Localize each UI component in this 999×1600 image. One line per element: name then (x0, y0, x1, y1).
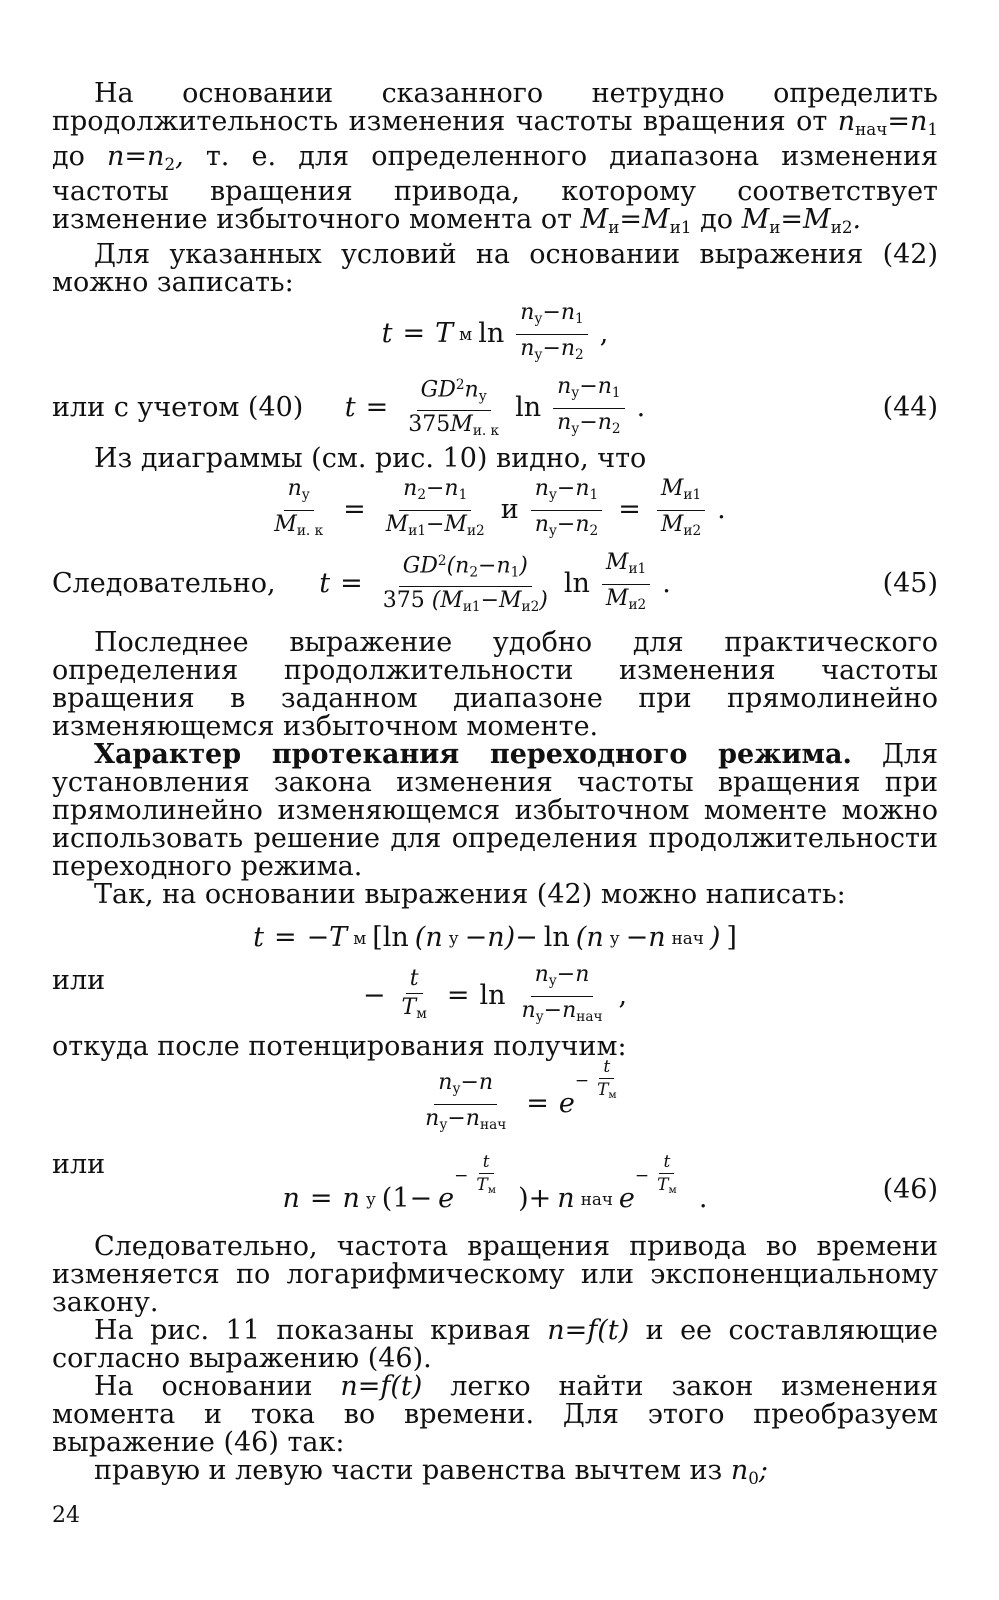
inline-formula: n=f(t) (340, 1371, 423, 1403)
inline-formula: n=f(t) (547, 1315, 630, 1347)
paragraph-1: На основании сказанного нетрудно определить продолжительность изменения частоты вращения от $n_{нач}=n_1$ до $n=n_2$, т. е. для определенного диапазона изменения частоты вращения привода, которому соответствует изменение избыточного момента от $M_и=M_{и1}$ до $M_и=M_{и2}$. (52, 78, 938, 238)
page-content (52, 80, 938, 1492)
inline-formula: $M_и=M_{и1}$ (580, 204, 692, 238)
equation-number: (45) (882, 568, 938, 600)
paragraph-11: На рис. 11 показаны кривая n=f(t) и ее составляющие согласно выражению (46). (52, 1315, 938, 1375)
page-number: 24 (52, 1503, 80, 1528)
inline-formula: $n_0$; (730, 1455, 769, 1489)
paragraph-8: Так, на основании выражения (42) можно написать: (94, 879, 846, 911)
equation-number: (44) (882, 392, 938, 424)
section-lead-in: Характер протекания переходного режима. (94, 739, 852, 771)
inline-formula: $M_и=M_{и2}$. (741, 204, 862, 238)
equation-exponential: $\frac{n_у-n}{n_у-n_{нач}}$ = e − $\frac{t}{T_м}$ (425, 1056, 617, 1133)
equation-t-ln: t = T м ln $\frac{n_у-n_1}{n_у-n_2}$ , (381, 300, 609, 363)
inline-formula: $n_{нач}=n_1$ (837, 106, 938, 140)
equation-45: Следовательно, t = $\frac{GD^2(n_2-n_1)}{375 (M_{и1}-M_{и2})}$ ln $\frac{M_{и1}}{M_{и2}}$ . (45) (52, 550, 938, 616)
equation-log-difference: t = −T м [ln (n у −n)− ln (n у −n нач ) ] (253, 922, 737, 954)
equation-44: или с учетом (40) t = $\frac{GD^2n_у}{375M_{и. к}}$ ln $\frac{n_у-n_1}{n_у-n_2}$ . (44) (52, 374, 938, 440)
paragraph-13: правую и левую части равенства вычтем из $n_0$; (94, 1455, 769, 1489)
equation-number: (46) (882, 1174, 938, 1206)
equation-46: или n = n у (1− e − $\frac{t}{T_м}$ )+ n нач e − $\frac{t}{T_м}$ . (46) (52, 1149, 938, 1215)
paragraph-12: На основании n=f(t) легко найти закон изменения момента и тока во времени. Для этого преобразуем выражение (46) так: (52, 1371, 938, 1459)
inline-formula: $n=n_2$, (107, 141, 184, 175)
paragraph-9: откуда после потенцирования получим: (52, 1031, 627, 1063)
equation-neg-t-over-tm: или − $\frac{t}{T_м}$ = ln $\frac{n_у-n}{n_у-n_{нач}}$ , (52, 962, 628, 1025)
paragraph-7: Характер протекания переходного режима. Для установления закона изменения частоты вращения при прямолинейно изменяющемся избыточном моменте можно использовать решение для определения продолжительности переходного режима. (52, 739, 938, 883)
equation-ratios: $\frac{n_у}{M_{и. к}}$ = $\frac{n_2-n_1}{M_{и1}-M_{и2}}$ и $\frac{n_у-n_1}{n_у-n_2}$ = $\frac{M_{и1}}{M_{и2}}$ . (274, 476, 726, 539)
paragraph-4: Из диаграммы (см. рис. 10) видно, что (94, 443, 647, 475)
paragraph-10: Следовательно, частота вращения привода во времени изменяется по логарифмическому или экспоненциальному закону. (52, 1231, 938, 1319)
paragraph-6: Последнее выражение удобно для практического определения продолжительности изменения частоты вращения в заданном диапазоне при прямолинейно изменяющемся избыточном моменте. (52, 627, 938, 743)
paragraph-2: Для указанных условий на основании выражения (42) можно записать: (52, 239, 938, 299)
